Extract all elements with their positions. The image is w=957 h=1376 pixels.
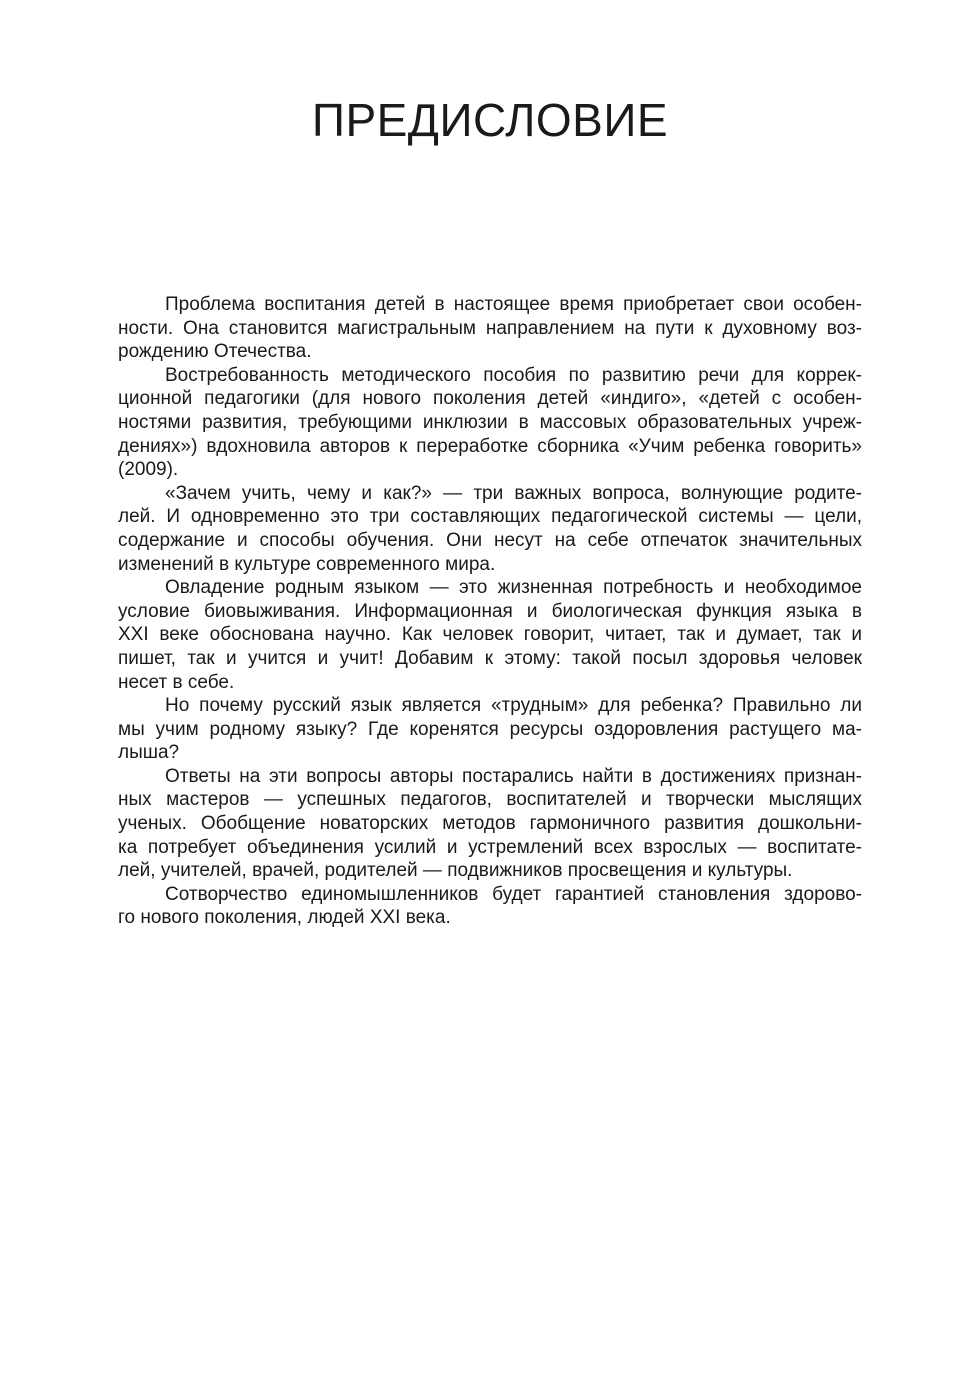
text-line: го нового поколения, людей XXI века. bbox=[118, 907, 451, 929]
paragraph-4 bbox=[118, 576, 862, 694]
paragraph-3 bbox=[118, 482, 862, 576]
paragraph-6 bbox=[118, 765, 862, 883]
text-line: лей, учителей, врачей, родителей — подвижников просвещения и культуры. bbox=[118, 860, 793, 882]
text-line: Востребованность методического пособия по развитию речи для коррек- bbox=[165, 364, 862, 386]
paragraph-1 bbox=[118, 293, 862, 364]
text-line: мы учим родному языку? Где коренятся ресурсы оздоровления растущего ма- bbox=[118, 718, 862, 740]
text-line: дениях») вдохновила авторов к переработке сборника «Учим ребенка говорить» bbox=[118, 435, 862, 457]
text-line: рождению Отечества. bbox=[118, 341, 312, 363]
text-line: Сотворчество единомышленников будет гарантией становления здорово- bbox=[165, 883, 862, 905]
text-line: изменений в культуре современного мира. bbox=[118, 553, 496, 575]
page-title: ПРЕДИСЛОВИЕ bbox=[311, 94, 669, 146]
text-line: ностями развития, требующими инклюзии в массовых образовательных учреж- bbox=[118, 411, 862, 433]
text-line: ка потребует объединения усилий и устремлений всех взрослых — воспитате- bbox=[118, 836, 862, 858]
text-line: Проблема воспитания детей в настоящее время приобретает свои особен- bbox=[165, 294, 862, 315]
text-line: содержание и способы обучения. Они несут на себе отпечаток значительных bbox=[118, 529, 862, 551]
text-line: «Зачем учить, чему и как?» — три важных вопроса, волнующие родите- bbox=[165, 482, 862, 504]
text-line: пишет, так и учится и учит! Добавим к этому: такой посыл здоровья человек bbox=[118, 647, 862, 669]
paragraph-2 bbox=[118, 364, 862, 482]
text-line: лыша? bbox=[118, 742, 180, 764]
text-line: лей. И одновременно это три составляющих педагогической системы — цели, bbox=[118, 506, 862, 528]
preface-body bbox=[118, 293, 862, 930]
text-line: Но почему русский язык является «трудным» для ребенка? Правильно ли bbox=[165, 695, 862, 717]
text-line: Ответы на эти вопросы авторы постарались найти в достижениях признан- bbox=[165, 765, 862, 787]
text-line: несет в себе. bbox=[118, 671, 235, 693]
text-line: XXI веке обоснована научно. Как человек говорит, читает, так и думает, так и bbox=[118, 624, 862, 646]
paragraph-7 bbox=[118, 883, 862, 930]
text-line: Овладение родным языком — это жизненная потребность и необходимое bbox=[165, 577, 862, 599]
text-line: (2009). bbox=[118, 459, 179, 481]
text-line: ционной педагогики (для нового поколения детей «индиго», «детей с особен- bbox=[118, 388, 862, 410]
text-line: ности. Она становится магистральным направлением на пути к духовному воз- bbox=[118, 317, 862, 339]
paragraph-5 bbox=[118, 694, 862, 765]
text-line: условие биовыживания. Информационная и биологическая функция языка в bbox=[118, 600, 862, 622]
text-line: ных мастеров — успешных педагогов, воспитателей и творчески мыслящих bbox=[118, 789, 862, 811]
text-line: ученых. Обобщение новаторских методов гармоничного развития дошкольни- bbox=[118, 813, 862, 835]
